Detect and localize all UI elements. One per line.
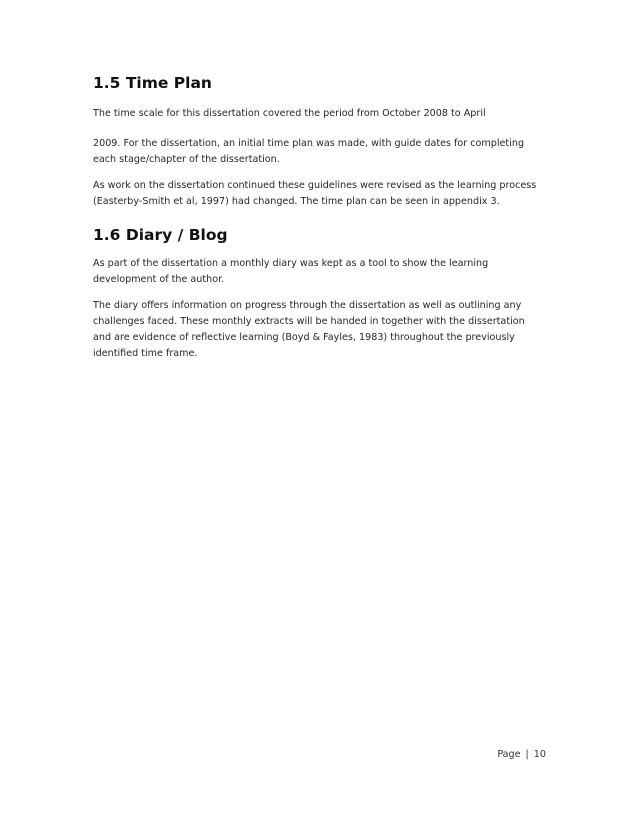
- paragraph-initial-plan: 2009. For the dissertation, an initial time plan was made, with guide dates for completing each stage/chapter of the dissertation.: [93, 138, 525, 165]
- section-heading-diary-blog: 1.6 Diary / Blog: [93, 226, 228, 244]
- paragraph-guidelines-revised: As work on the dissertation continued these guidelines were revised as the learning process (Easterby-Smith et al, 1997) had changed. The time plan can be seen in appendix 3.: [93, 180, 537, 207]
- page-number: 10: [533, 749, 546, 760]
- paragraph-diary-offers: The diary offers information on progress through the dissertation as well as outlining any challenges faced. These monthly extracts will be handed in together with the dissertation and are evidence of reflective learning (Boyd & Fayles, 1983) throughout the previously identified time frame.: [93, 300, 525, 359]
- page-separator: |: [525, 749, 529, 760]
- paragraph-monthly-diary: As part of the dissertation a monthly diary was kept as a tool to show the learning development of the author.: [93, 258, 489, 285]
- paragraph-time-scale: The time scale for this dissertation covered the period from October 2008 to April: [93, 108, 486, 119]
- section-heading-time-plan: 1.5 Time Plan: [93, 74, 212, 92]
- page-label: Page: [497, 749, 521, 760]
- page-content: [93, 74, 538, 362]
- page-footer: [497, 749, 546, 760]
